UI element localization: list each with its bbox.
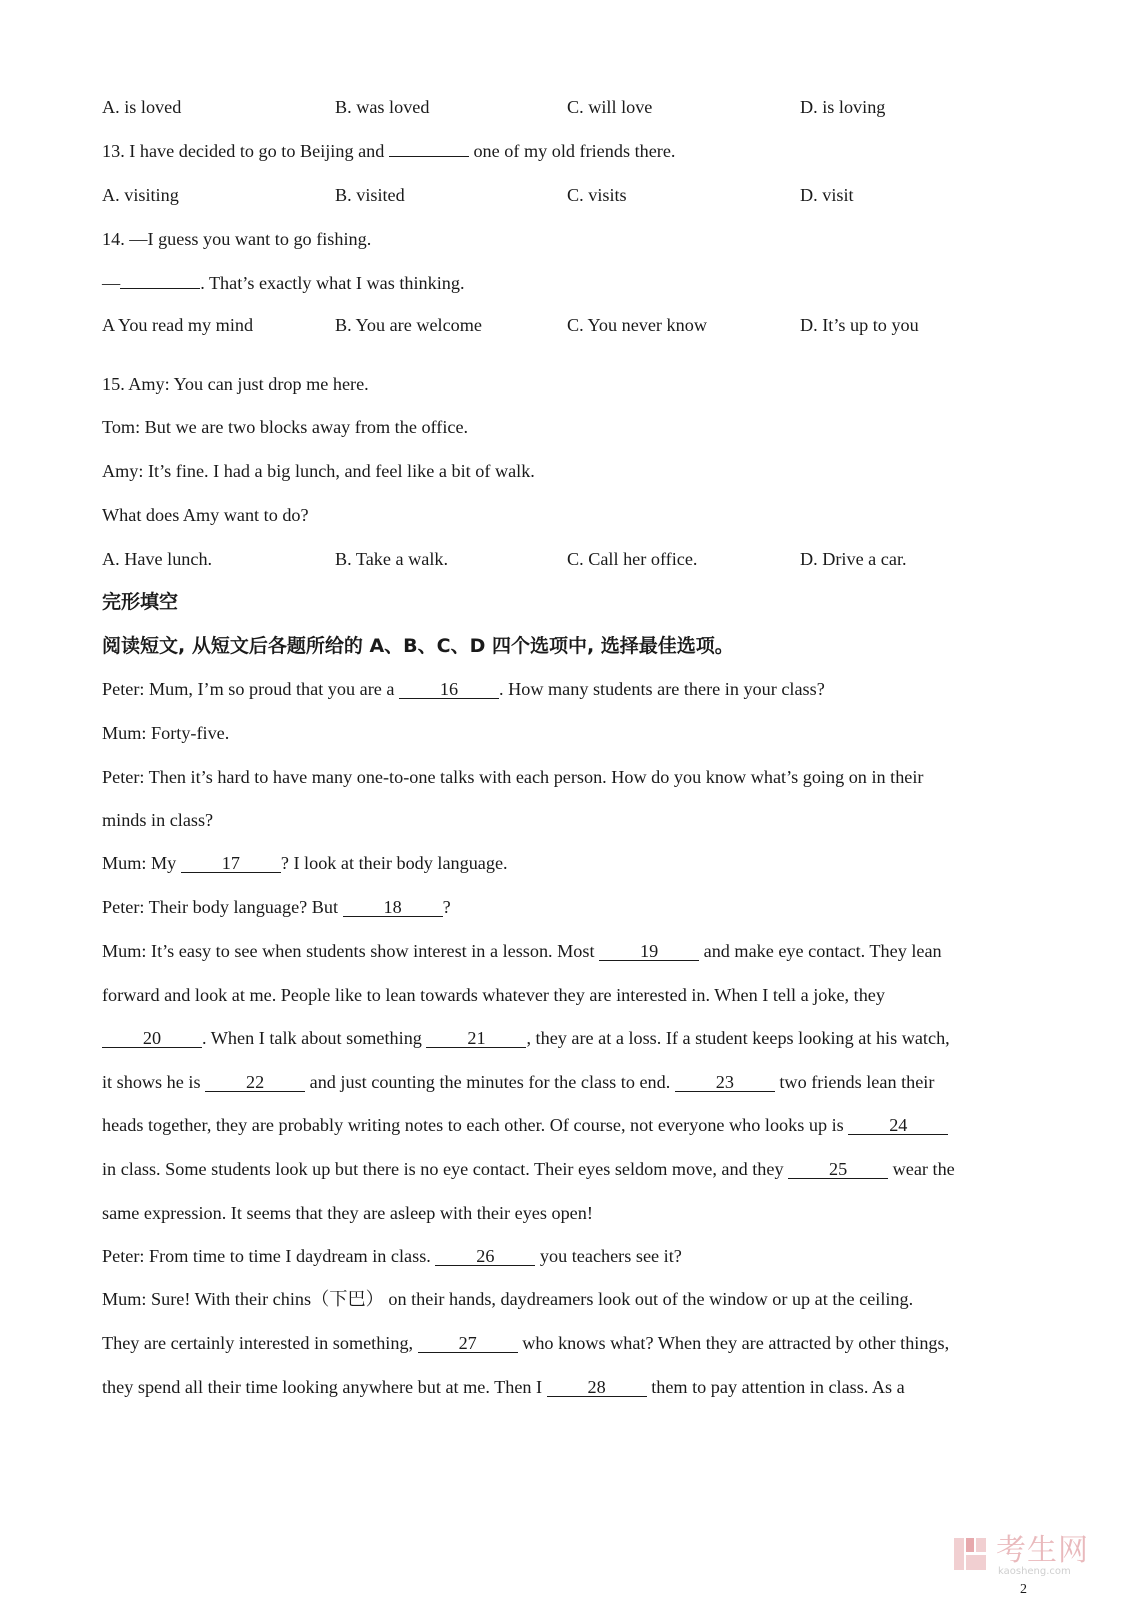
blank-21: 21 <box>426 1029 526 1048</box>
text: who knows what? When they are attracted by other things, <box>517 1333 950 1353</box>
text: heads together, they are probably writing notes to each other. Of course, not everyone who looks up is <box>102 1115 849 1135</box>
q15-option-b: B. Take a walk. <box>335 549 449 569</box>
text: Peter: Mum, I’m so proud that you are a <box>102 679 399 699</box>
passage-line-4: minds in class? <box>102 810 214 830</box>
passage-line-8: forward and look at me. People like to lean towards whatever they are interested in. When I tell a joke, they <box>102 985 885 1005</box>
text: they spend all their time looking anywhere but at me. Then I <box>102 1377 547 1397</box>
q15-line-1: 15. Amy: You can just drop me here. <box>102 374 369 394</box>
q14-reply <box>102 272 465 294</box>
q15-question: What does Amy want to do? <box>102 505 309 525</box>
text: two friends lean their <box>774 1072 935 1092</box>
page-number: 2 <box>1020 1582 1027 1597</box>
q14-blank <box>120 288 200 289</box>
passage-line-15: Mum: Sure! With their chins（下巴） on their hands, daydreamers look out of the window or up at the ceiling. <box>102 1289 914 1309</box>
q14-dash: — <box>102 273 121 293</box>
passage-line-11 <box>102 1114 948 1136</box>
q15-option-c: C. Call her office. <box>567 549 698 569</box>
q14-option-a: A You read my mind <box>102 315 254 335</box>
passage-line-16 <box>102 1332 949 1354</box>
passage-line-5 <box>102 852 508 874</box>
blank-27: 27 <box>418 1334 518 1353</box>
text: and make eye contact. They lean <box>699 941 942 961</box>
text: . How many students are there in your class? <box>499 679 825 699</box>
passage-line-12 <box>102 1158 955 1180</box>
text: them to pay attention in class. As a <box>646 1377 905 1397</box>
text: Peter: Their body language? But <box>102 897 343 917</box>
passage-line-14 <box>102 1245 682 1267</box>
passage-line-3: Peter: Then it’s hard to have many one-to-one talks with each person. How do you know what’s going on in their <box>102 767 924 787</box>
q13-blank <box>389 156 469 157</box>
watermark-domain: kaosheng.com <box>998 1566 1071 1577</box>
q14-option-c: C. You never know <box>567 315 707 335</box>
section-instruction: 阅读短文, 从短文后各题所给的 A、B、C、D 四个选项中, 选择最佳选项。 <box>102 635 734 657</box>
text: wear the <box>888 1159 955 1179</box>
text: ? <box>442 897 451 917</box>
passage-line-7 <box>102 940 942 962</box>
text: Mum: My <box>102 853 181 873</box>
passage-line-10 <box>102 1071 934 1093</box>
text: it shows he is <box>102 1072 206 1092</box>
text: and just counting the minutes for the class to end. <box>305 1072 675 1092</box>
watermark <box>952 1533 1112 1577</box>
passage-line-6 <box>102 896 451 918</box>
passage-line-13: same expression. It seems that they are asleep with their eyes open! <box>102 1203 593 1223</box>
q13-stem-end: one of my old friends there. <box>468 141 676 161</box>
blank-22: 22 <box>205 1073 305 1092</box>
text: in class. Some students look up but there is no eye contact. Their eyes seldom move, and they <box>102 1159 789 1179</box>
blank-19: 19 <box>599 942 699 961</box>
q15-option-d: D. Drive a car. <box>800 549 907 569</box>
q12-option-a: A. is loved <box>102 97 182 117</box>
q12-option-b: B. was loved <box>335 97 430 117</box>
blank-20: 20 <box>102 1029 202 1048</box>
q13-option-b: B. visited <box>335 185 405 205</box>
blank-16: 16 <box>399 680 499 699</box>
q13-stem-start: 13. I have decided to go to Beijing and <box>102 141 389 161</box>
text: . When I talk about something <box>202 1028 427 1048</box>
q14-option-b: B. You are welcome <box>335 315 482 335</box>
blank-25: 25 <box>788 1160 888 1179</box>
text: Peter: From time to time I daydream in class. <box>102 1246 436 1266</box>
blank-24: 24 <box>848 1116 948 1135</box>
q12-option-d: D. is loving <box>800 97 886 117</box>
blank-17: 17 <box>181 854 281 873</box>
q13-option-a: A. visiting <box>102 185 179 205</box>
q14-option-d: D. It’s up to you <box>800 315 919 335</box>
q13-option-c: C. visits <box>567 185 627 205</box>
section-title: 完形填空 <box>102 591 179 613</box>
watermark-name: 考生网 <box>996 1533 1089 1568</box>
blank-18: 18 <box>343 898 443 917</box>
text: They are certainly interested in something, <box>102 1333 418 1353</box>
text: ? I look at their body language. <box>280 853 508 873</box>
passage-line-1 <box>102 678 825 700</box>
text: Mum: It’s easy to see when students show interest in a lesson. Most <box>102 941 600 961</box>
q15-option-a: A. Have lunch. <box>102 549 213 569</box>
q13-stem <box>102 140 675 162</box>
watermark-logo-icon <box>952 1536 988 1572</box>
blank-26: 26 <box>435 1247 535 1266</box>
passage-line-17 <box>102 1376 905 1398</box>
q15-line-3: Amy: It’s fine. I had a big lunch, and feel like a bit of walk. <box>102 461 535 481</box>
passage-line-9 <box>102 1027 950 1049</box>
q14-reply-end: . That’s exactly what I was thinking. <box>200 273 465 293</box>
blank-28: 28 <box>547 1378 647 1397</box>
q13-option-d: D. visit <box>800 185 854 205</box>
q15-line-2: Tom: But we are two blocks away from the office. <box>102 417 469 437</box>
passage-line-2: Mum: Forty-five. <box>102 723 230 743</box>
text: you teachers see it? <box>535 1246 682 1266</box>
text: , they are at a loss. If a student keeps looking at his watch, <box>526 1028 950 1048</box>
blank-23: 23 <box>675 1073 775 1092</box>
q14-stem: 14. —I guess you want to go fishing. <box>102 229 372 249</box>
q12-option-c: C. will love <box>567 97 653 117</box>
